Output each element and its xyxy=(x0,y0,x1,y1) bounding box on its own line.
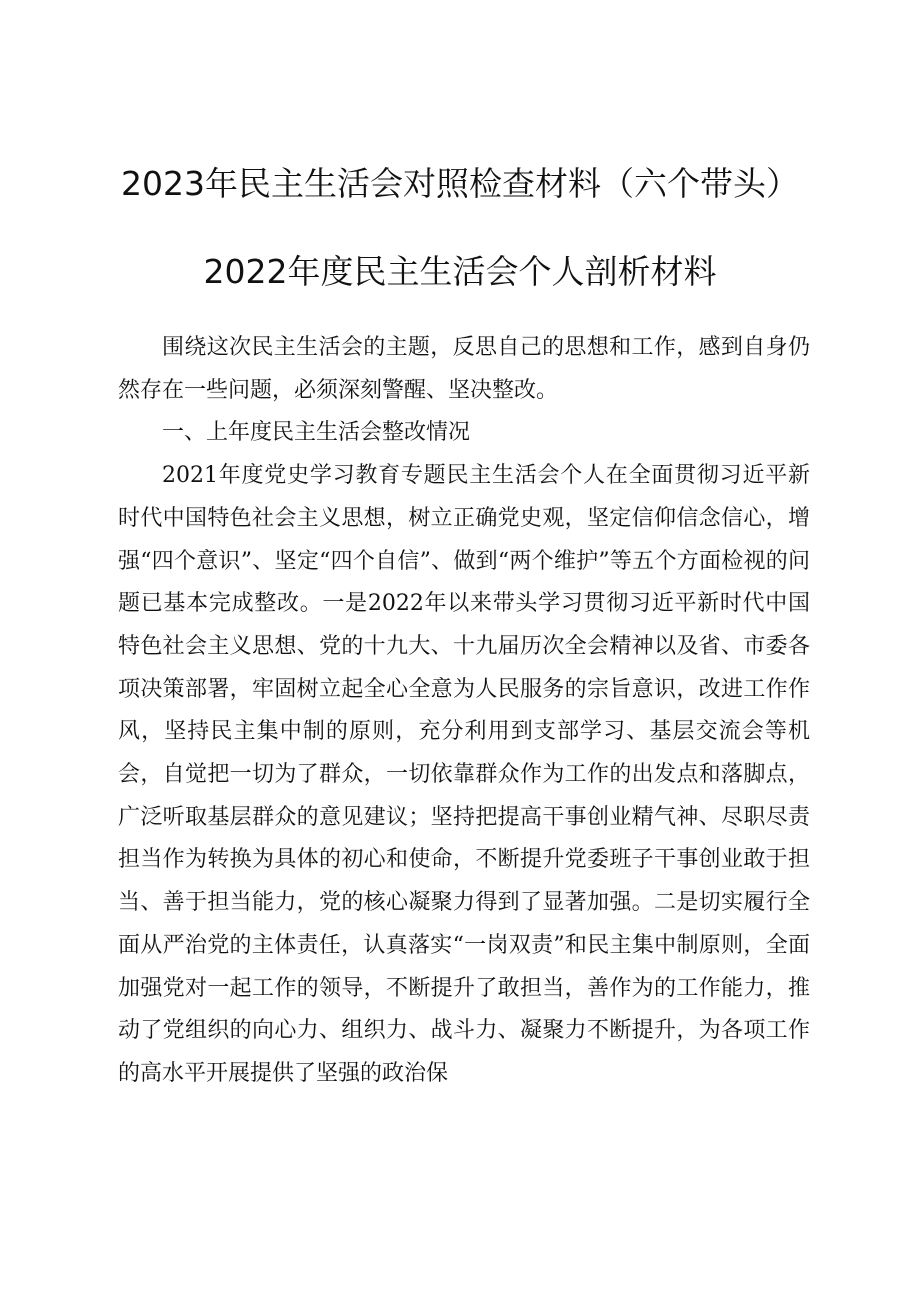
section-heading: 一、上年度民主生活会整改情况 xyxy=(162,420,471,446)
document-title-line-1: 2023年民主生活会对照检查材料（六个带头） xyxy=(121,164,799,203)
section-paragraph: 2021年度党史学习教育专题民主生活会个人在全面贯彻习近平新时代中国特色社会主义思想，树立正确党史观，坚定信仰信念信心，增强“四个意识”、坚定“四个自信”、做到“两个维护”等五个方面检视的问题已基本完成整改。一是2022年以来带头学习贯彻习近平新时代中国特色社会主义思想、党的十九大、十九届历次全会精神以及省、市委各项决策部署，牢固树立起全心全意为人民服务的宗旨意识，改进工作作风，坚持民主集中制的原则，充分利用到支部学习、基层交流会等机会，自觉把一切为了群众，一切依靠群众作为工作的出发点和落脚点，广泛听取基层群众的意见建议；坚持把提高干事创业精气神、尽职尽责担当作为转换为具体的初心和使命，不断提升党委班子干事创业敢于担当、善于担当能力，党的核心凝聚力得到了显著加强。二是切实履行全面从严治党的主体责任，认真落实“一岗双责”和民主集中制原则，全面加强党对一起工作的领导，不断提升了敢担当，善作为的工作能力，推动了党组织的向心力、组织力、战斗力、凝聚力不断提升，为各项工作的高水平开展提供了坚强的政治保 xyxy=(118,463,810,1086)
document-body xyxy=(118,327,810,1096)
intro-paragraph: 围绕这次民主生活会的主题，反思自己的思想和工作，感到自身仍然存在一些问题，必须深刻警醒、坚决整改。 xyxy=(118,335,810,403)
document-title-line-2: 2022年度民主生活会个人剖析材料 xyxy=(203,252,717,291)
